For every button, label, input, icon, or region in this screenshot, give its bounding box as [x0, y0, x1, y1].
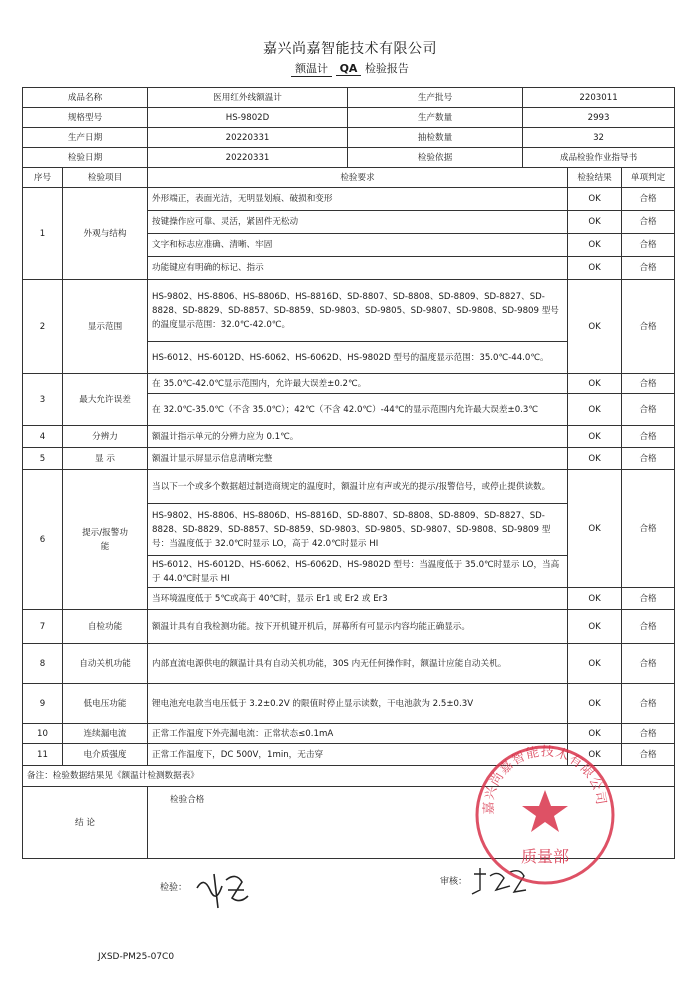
verdict: 合格 [622, 426, 675, 448]
verdict: 合格 [622, 684, 675, 724]
basis-label: 检验依据 [348, 148, 523, 168]
qa-label: QA [336, 62, 362, 76]
verdict: 合格 [622, 724, 675, 744]
requirement: 功能键应有明确的标记、指示 [148, 257, 568, 280]
requirement: 正常工作温度下，DC 500V，1min，无击穿 [148, 744, 568, 766]
col-item: 检验项目 [63, 168, 148, 188]
item-name [63, 470, 148, 610]
item-name: 低电压功能 [63, 684, 148, 724]
sample-value: 32 [523, 128, 675, 148]
result: OK [568, 644, 622, 684]
verdict: 合格 [622, 188, 675, 211]
verdict: 合格 [622, 588, 675, 610]
requirement: 按键操作应可靠、灵活，紧固件无松动 [148, 211, 568, 234]
requirement: 当以下一个或多个数据超过制造商规定的温度时，额温计应有声或光的提示/报警信号，或停止提供读数。 [148, 470, 568, 504]
batch-value: 2203011 [523, 88, 675, 108]
item-name: 分辨力 [63, 426, 148, 448]
result: OK [568, 744, 622, 766]
col-req: 检验要求 [148, 168, 568, 188]
item-no: 10 [23, 724, 63, 744]
verdict: 合格 [622, 257, 675, 280]
verdict: 合格 [622, 448, 675, 470]
result: OK [568, 188, 622, 211]
verdict: 合格 [622, 610, 675, 644]
requirement: HS-9802、HS-8806、HS-8806D、HS-8816D、SD-8807、SD-8808、SD-8809、SD-8827、SD-8828、SD-8829、SD-8857、SD-8859、SD-9803、SD-9805、SD-9807、SD-9808、SD-9809 型号：当温度低于 32.0℃时显示 LO，高于 42.0℃时显示 HI [148, 504, 568, 556]
requirement: 额温计指示单元的分辨力应为 0.1℃。 [148, 426, 568, 448]
verdict: 合格 [622, 234, 675, 257]
item-no: 3 [23, 374, 63, 426]
requirement: 文字和标志应准确、清晰、牢固 [148, 234, 568, 257]
requirement: 额温计具有自我检测功能。按下开机键开机后，屏幕所有可显示内容均能正确显示。 [148, 610, 568, 644]
report-label: 检验报告 [364, 62, 409, 75]
item-name: 自检功能 [63, 610, 148, 644]
requirement: 当环境温度低于 5℃或高于 40℃时，显示 Er1 或 Er2 或 Er3 [148, 588, 568, 610]
insp-date-value: 20220331 [148, 148, 348, 168]
form-code: JXSD-PM25-07C0 [98, 952, 175, 962]
inspector-signature [192, 868, 252, 914]
verdict: 合格 [622, 744, 675, 766]
item-name-line2: 能 [100, 541, 110, 552]
item-no: 9 [23, 684, 63, 724]
conclusion-text: 检验合格 [148, 787, 675, 859]
col-verdict: 单项判定 [622, 168, 675, 188]
item-name: 自动关机功能 [63, 644, 148, 684]
result: OK [568, 684, 622, 724]
svg-text:嘉兴尚嘉智能技术有限公司: 嘉兴尚嘉智能技术有限公司 [481, 744, 609, 815]
verdict: 合格 [622, 374, 675, 394]
item-no: 4 [23, 426, 63, 448]
result: OK [568, 426, 622, 448]
item-no: 5 [23, 448, 63, 470]
qty-label: 生产数量 [348, 108, 523, 128]
item-name: 显示范围 [63, 280, 148, 374]
col-no: 序号 [23, 168, 63, 188]
result: OK [568, 724, 622, 744]
result: OK [568, 234, 622, 257]
verdict: 合格 [622, 394, 675, 426]
item-no: 11 [23, 744, 63, 766]
verdict: 合格 [622, 470, 675, 588]
svg-text:质量部: 质量部 [520, 847, 570, 866]
result: OK [568, 610, 622, 644]
report-subtitle [0, 60, 700, 77]
result: OK [568, 394, 622, 426]
company-name: 嘉兴尚嘉智能技术有限公司 [263, 41, 437, 57]
item-no: 6 [23, 470, 63, 610]
prod-date-label: 生产日期 [23, 128, 148, 148]
item-no: 7 [23, 610, 63, 644]
conclusion-label: 结 论 [23, 787, 148, 859]
product-name-value: 医用红外线额温计 [148, 88, 348, 108]
verdict: 合格 [622, 280, 675, 374]
item-no: 1 [23, 188, 63, 280]
verdict: 合格 [622, 211, 675, 234]
product-title: 额温计 [291, 60, 332, 77]
result: OK [568, 470, 622, 588]
requirement: 在 35.0℃-42.0℃显示范围内，允许最大误差±0.2℃。 [148, 374, 568, 394]
result: OK [568, 448, 622, 470]
item-name: 连续漏电流 [63, 724, 148, 744]
item-name: 外观与结构 [63, 188, 148, 280]
result: OK [568, 374, 622, 394]
requirement: HS-6012、HS-6012D、HS-6062、HS-6062D、HS-9802D 型号的温度显示范围：35.0℃-44.0℃。 [148, 342, 568, 374]
result: OK [568, 211, 622, 234]
requirement: 正常工作温度下外壳漏电流：正常状态≤0.1mA [148, 724, 568, 744]
item-no: 8 [23, 644, 63, 684]
verdict: 合格 [622, 644, 675, 684]
reviewer-label: 审核： [440, 877, 468, 887]
basis-value: 成品检验作业指导书 [523, 148, 675, 168]
model-label: 规格型号 [23, 108, 148, 128]
qty-value: 2993 [523, 108, 675, 128]
model-value: HS-9802D [148, 108, 348, 128]
col-result: 检验结果 [568, 168, 622, 188]
product-name-label: 成品名称 [23, 88, 148, 108]
item-name: 显 示 [63, 448, 148, 470]
item-name: 最大允许误差 [63, 374, 148, 426]
requirement: 外形端正，表面光洁，无明显划痕、破损和变形 [148, 188, 568, 211]
requirement: 额温计显示屏显示信息清晰完整 [148, 448, 568, 470]
inspector-label: 检验： [160, 883, 188, 893]
result: OK [568, 280, 622, 374]
requirement: 锂电池充电款当电压低于 3.2±0.2V 的限值时停止显示读数，干电池款为 2.5±0.3V [148, 684, 568, 724]
insp-date-label: 检验日期 [23, 148, 148, 168]
quality-dept-seal [470, 740, 620, 890]
remark: 备注：检验数据结果见《额温计检测数据表》 [23, 766, 675, 787]
requirement: 在 32.0℃-35.0℃（不含 35.0℃）；42℃（不含 42.0℃）-44℃的显示范围内允许最大误差±0.3℃ [148, 394, 568, 426]
item-name-line1: 提示/报警功 [82, 527, 128, 538]
batch-label: 生产批号 [348, 88, 523, 108]
prod-date-value: 20220331 [148, 128, 348, 148]
sample-label: 抽检数量 [348, 128, 523, 148]
requirement: HS-9802、HS-8806、HS-8806D、HS-8816D、SD-8807、SD-8808、SD-8809、SD-8827、SD-8828、SD-8829、SD-8857、SD-8859、SD-9803、SD-9805、SD-9807、SD-9808、SD-9809 型号的温度显示范围：32.0℃-42.0℃。 [148, 280, 568, 342]
item-name: 电介质强度 [63, 744, 148, 766]
requirement: 内部直流电源供电的额温计具有自动关机功能，30S 内无任何操作时，额温计应能自动关机。 [148, 644, 568, 684]
item-no: 2 [23, 280, 63, 374]
requirement: HS-6012、HS-6012D、HS-6062、HS-6062D、HS-9802D 型号：当温度低于 35.0℃时显示 LO，当高于 44.0℃时显示 HI [148, 556, 568, 588]
result: OK [568, 257, 622, 280]
result: OK [568, 588, 622, 610]
